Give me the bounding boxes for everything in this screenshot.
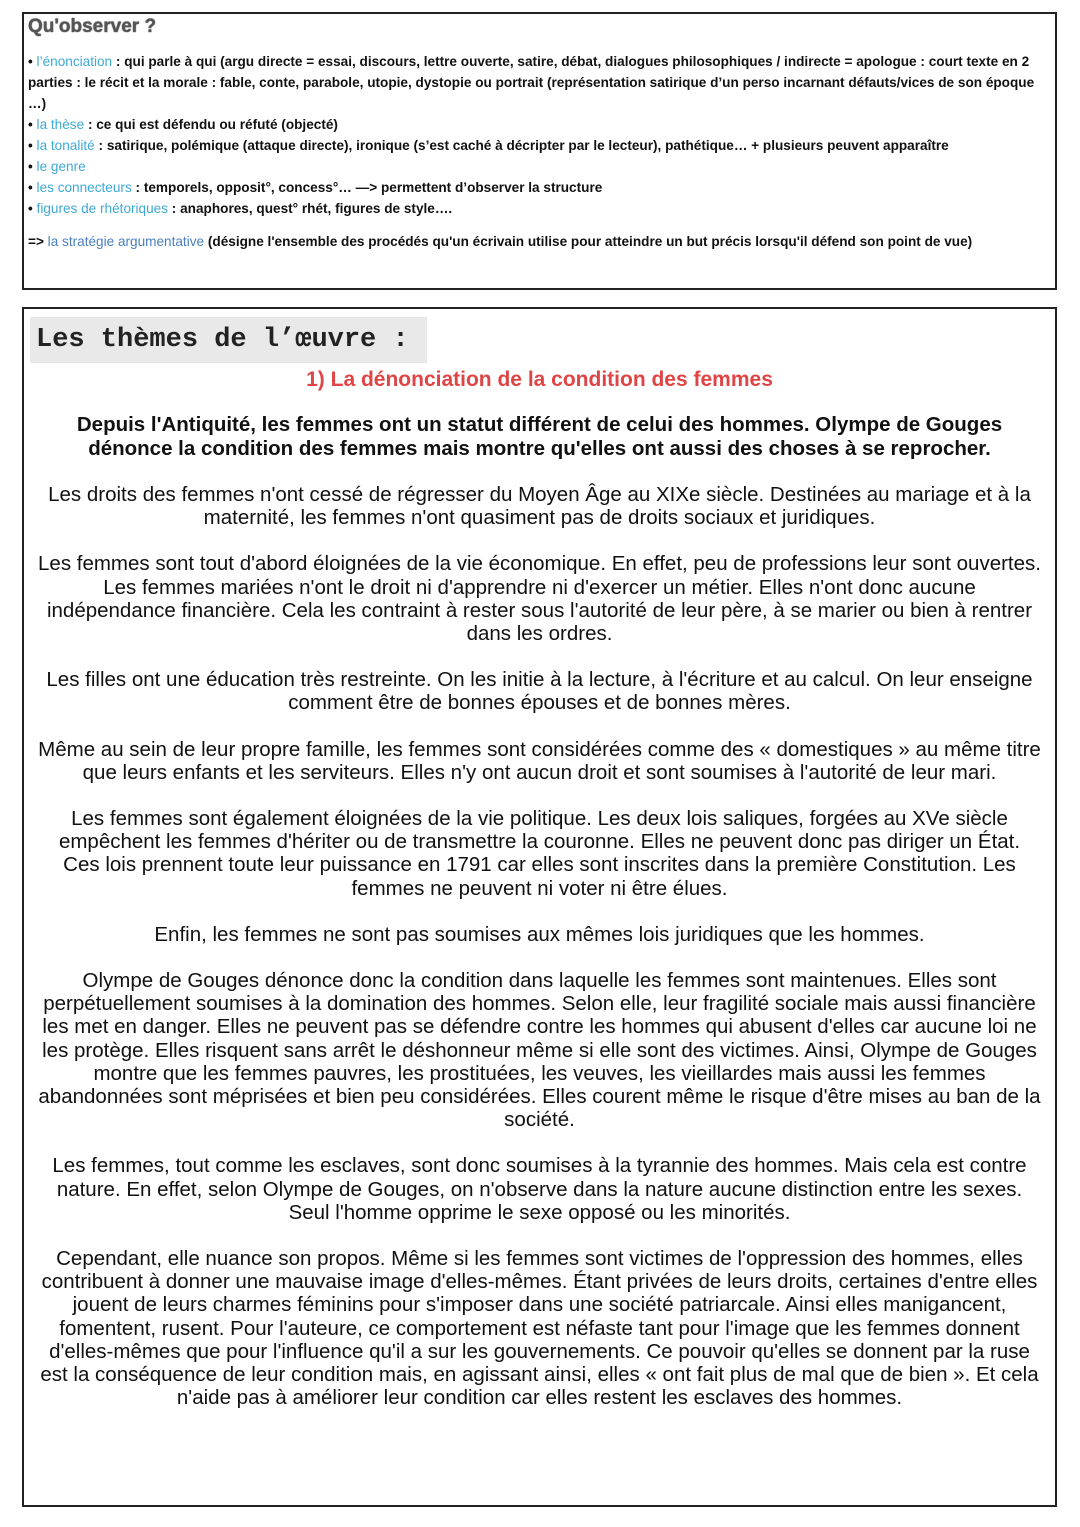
observe-item-genre (28, 156, 1052, 177)
observe-box (22, 12, 1057, 290)
paragraph: Enfin, les femmes ne sont pas soumises aux mêmes lois juridiques que les hommes. (154, 922, 925, 946)
bullet: • (28, 138, 33, 153)
observe-item-these (28, 114, 1052, 135)
observe-item-tonalite (28, 135, 1052, 156)
paragraph: Même au sein de leur propre famille, les femmes sont considérées comme des « domestiques » au même titre que leurs enfants et les serviteurs. Elles n'y ont aucun droit et sont soumises à l'autorité de leur mari. (38, 737, 1041, 784)
observe-item-connecteurs (28, 177, 1052, 198)
bullet: • (28, 117, 33, 132)
paragraph: Les filles ont une éducation très restreinte. On les initie à la lecture, à l'écriture et au calcul. On leur enseigne comment être de bonnes épouses et de bonnes mères. (46, 668, 1033, 715)
paragraph: Les femmes, tout comme les esclaves, sont donc soumises à la tyrannie des hommes. Mais cela est contre nature. En effet, selon Olympe de Gouges, on n'observe dans la nature aucune distinction entre les sexes. Seul l'homme opprime le sexe opposé ou les minorités. (52, 1154, 1027, 1224)
keyword: les connecteurs (36, 180, 132, 195)
bullet: • (28, 201, 33, 216)
paragraph: Les femmes sont également éloignées de la vie politique. Les deux lois saliques, forgées au XVe siècle empêchent les femmes d'hériter ou de transmettre la couronne. Elles ne peuvent donc pas diriger un État. Ces lois prennent toute leur puissance en 1791 car elles sont inscrites dans la première Constitution. Les femmes ne peuvent ni voter ni être élues. (58, 807, 1021, 900)
lead-paragraph: Depuis l'Antiquité, les femmes ont un statut différent de celui des hommes. Olympe de Gouges dénonce la condition des femmes mais montre qu'elles ont aussi des choses à se reprocher. (76, 413, 1003, 460)
paragraph: Cependant, elle nuance son propos. Même si les femmes sont victimes de l'oppression des hommes, elles contribuent à donner une mauvaise image d'elles-mêmes. Étant privées de leurs droits, certaines d'entre elles jouent de leurs charmes féminins pour s'imposer dans une société patriarcale. Ainsi elles manigancent, fomentent, rusent. Pour l'auteure, ce comportement est néfaste tant pour l'image que les femmes donnent d'elles-mêmes que pour l'influence qu'il a sur les gouvernements. Ce pouvoir qu'elles se donnent par la ruse est la conséquence de leur condition mais, en agissant ainsi, elles « ont fait plus de mal que de bien ». Et cela n'aide pas à améliorer leur condition car elles restent les esclaves des hommes. (40, 1247, 1039, 1410)
themes-subtitle: 1) La dénonciation de la condition des femmes (306, 368, 773, 391)
themes-heading: Les thèmes de l’œuvre : (30, 317, 427, 363)
item-text: : ce qui est défendu ou réfuté (objecté) (84, 117, 338, 132)
bullet: • (28, 54, 33, 69)
item-text: : temporels, opposit°, concess°… —> permettent d’observer la structure (131, 180, 603, 195)
observe-item-enonciation (28, 51, 1052, 114)
themes-content (38, 413, 1041, 1433)
keyword: la stratégie argumentative (47, 234, 205, 249)
bullet: • (28, 180, 33, 195)
bullet: • (28, 159, 33, 174)
observe-item-figures (28, 198, 1052, 219)
keyword: figures de rhétoriques (36, 201, 169, 216)
arrow: => (28, 234, 44, 249)
keyword: la tonalité (36, 138, 95, 153)
keyword: le genre (36, 159, 86, 174)
item-text: : satirique, polémique (attaque directe), ironique (s’est caché à décripter par le lecteur), pathétique… + plusieurs peuvent apparaître (94, 138, 949, 153)
themes-box (22, 307, 1057, 1507)
observe-strategy (28, 231, 1052, 252)
paragraph: Les droits des femmes n'ont cessé de régresser du Moyen Âge au XIXe siècle. Destinées au mariage et à la maternité, les femmes n'ont quasiment pas de droits sociaux et juridiques. (48, 483, 1031, 530)
paragraph: Olympe de Gouges dénonce donc la condition dans laquelle les femmes sont maintenues. Elles sont perpétuellement soumises à la domination des hommes. Selon elle, leur fragilité sociale mais aussi financière les met en danger. Elles ne peuvent pas se défendre contre les hommes qui abusent d'elles car aucune loi ne les protège. Elles risquent sans arrêt le déshonneur même si elle sont des victimes. Ainsi, Olympe de Gouges montre que les femmes pauvres, les prostituées, les veuves, les vieillardes mais aussi les femmes abandonnées sont méprisées et bien peu considérées. Elles courent même le risque d'être mises au ban de la société. (38, 969, 1041, 1132)
paragraph: Les femmes sont tout d'abord éloignées de la vie économique. En effet, peu de professions leur sont ouvertes. Les femmes mariées n'ont le droit ni d'apprendre ni d'exercer un métier. Elles n'ont donc aucune indépendance financière. Cela les contraint à rester sous l'autorité de leur père, à se marier ou bien à rentrer dans les ordres. (38, 552, 1041, 646)
keyword: la thèse (36, 117, 85, 132)
observe-title: Qu'observer ? (28, 16, 157, 37)
item-text: : qui parle à qui (argu directe = essai, discours, lettre ouverte, satire, débat, dialogues philosophiques / indirecte = apologue : court texte en 2 parties : le récit et la morale : fable, conte, parabole, utopie, dystopie ou portrait (représentation satirique d’un perso incarnant défauts/vices de son époque …) (28, 54, 1035, 111)
item-text: : anaphores, quest° rhét, figures de style…. (168, 201, 453, 216)
keyword: l’énonciation (36, 54, 113, 69)
strategy-text: (désigne l'ensemble des procédés qu'un écrivain utilise pour atteindre un but précis lorsqu'il défend son point de vue) (204, 234, 973, 249)
